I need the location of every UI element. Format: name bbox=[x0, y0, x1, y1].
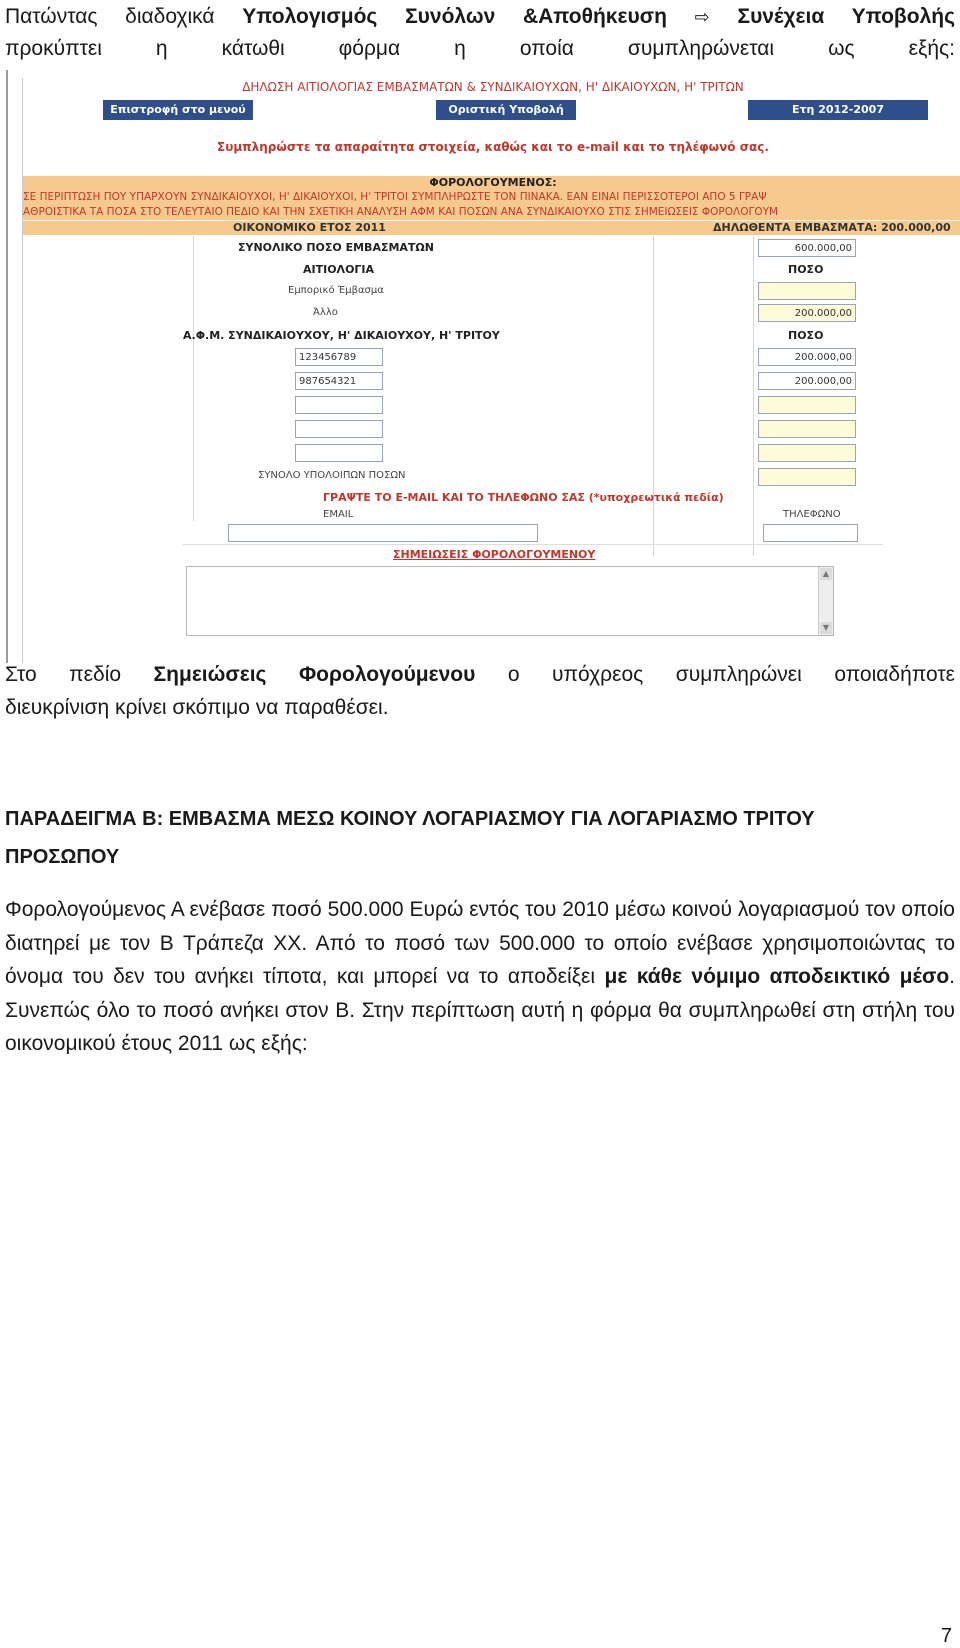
afm-amount-field-2[interactable]: 200.000,00 bbox=[758, 372, 856, 390]
contact-header: ΓΡΑΨΤΕ ΤΟ E-MAIL ΚΑΙ ΤΟ ΤΗΛΕΦΩΝΟ ΣΑΣ (*υποχρεωτικά πεδία) bbox=[323, 491, 724, 504]
grid-line bbox=[653, 236, 654, 556]
grid-line bbox=[753, 236, 754, 556]
amount-header: ΠΟΣΟ bbox=[788, 263, 824, 276]
example-paragraph bbox=[5, 893, 955, 1061]
example-text-1: Φορολογούμενος Α ενέβασε ποσό 500.000 Ευρώ εντός του 2010 μέσω κοινού λογαριασμού τον οποίο διατηρεί με τον Β Τράπεζα ΧΧ. Από το ποσό των 500.000 το οποίο ενέβασε χρησιμοποιώντας το όνομα του δεν του ανήκει τίποτα, και μπορεί να το αποδείξει bbox=[5, 898, 955, 988]
notes-line-2: διευκρίνιση κρίνει σκόπιμο να παραθέσει. bbox=[5, 696, 389, 719]
afm-amount-field-4[interactable] bbox=[758, 420, 856, 438]
notes-line-1 bbox=[5, 658, 955, 691]
page-number: 7 bbox=[940, 1625, 952, 1647]
example-heading-line-1: ΠΑΡΑΔΕΙΓΜΑ Β: ΕΜΒΑΣΜΑ ΜΕΣΩ ΚΟΙΝΟΥ ΛΟΓΑΡΙΑΣΜΟΥ ΓΙΑ ΛΟΓΑΡΙΑΣΜΟ ΤΡΙΤΟΥ bbox=[5, 808, 815, 830]
commercial-amount-field[interactable] bbox=[758, 282, 856, 300]
arrow-right-icon: ⇨ bbox=[694, 7, 710, 28]
fiscal-year-label: ΟΙΚΟΝΟΜΙΚΟ ΕΤΟΣ 2011 bbox=[233, 221, 386, 234]
warning-text bbox=[23, 190, 960, 220]
example-heading-line-2: ΠΡΟΣΩΠΟΥ bbox=[5, 846, 120, 868]
remaining-total-label: ΣΥΝΟΛΟ ΥΠΟΛΟΙΠΩΝ ΠΟΣΩΝ bbox=[258, 470, 406, 481]
email-field[interactable] bbox=[228, 524, 538, 542]
final-submit-button[interactable]: Οριστική Υποβολή bbox=[436, 100, 576, 120]
afm-field-5[interactable] bbox=[295, 444, 383, 462]
form-instructions: Συμπληρώστε τα απαραίτητα στοιχεία, καθώς και το e-mail και το τηλέφωνό σας. bbox=[217, 140, 769, 154]
fiscal-year-row bbox=[23, 221, 960, 235]
notes-header: ΣΗΜΕΙΩΣΕΙΣ ΦΟΡΟΛΟΓΟΥΜΕΝΟΥ bbox=[393, 548, 596, 561]
phone-label: ΤΗΛΕΦΩΝΟ bbox=[783, 509, 841, 520]
years-button[interactable]: Ετη 2012-2007 bbox=[748, 100, 928, 120]
afm-field-3[interactable] bbox=[295, 396, 383, 414]
intro-line-1 bbox=[5, 0, 955, 34]
scroll-down-icon[interactable]: ▼ bbox=[820, 622, 832, 634]
afm-amount-field-3[interactable] bbox=[758, 396, 856, 414]
grid-line bbox=[183, 544, 883, 545]
total-amount-field[interactable]: 600.000,00 bbox=[758, 239, 856, 257]
form-title: ΔΗΛΩΣΗ ΑΙΤΙΟΛΟΓΙΑΣ ΕΜΒΑΣΜΑΤΩΝ & ΣΥΝΔΙΚΑΙΟΥΧΩΝ, Η' ΔΙΚΑΙΟΥΧΩΝ, Η' ΤΡΙΤΩΝ bbox=[242, 80, 744, 94]
notes-textarea[interactable] bbox=[186, 566, 834, 636]
email-label: EMAIL bbox=[323, 509, 354, 520]
phone-field[interactable] bbox=[763, 524, 858, 542]
example-heading bbox=[5, 800, 955, 876]
declared-remittances: ΔΗΛΩΘΕΝΤΑ ΕΜΒΑΣΜΑΤΑ: 200.000,00 bbox=[713, 221, 951, 234]
remaining-amount-field[interactable] bbox=[758, 468, 856, 486]
taxpayer-label: ΦΟΡΟΛΟΓΟΥΜΕΝΟΣ: bbox=[23, 176, 960, 190]
afm-amount-header: ΠΟΣΟ bbox=[788, 329, 824, 342]
scroll-up-icon[interactable]: ▲ bbox=[820, 568, 832, 580]
intro-lead: Πατώντας διαδοχικά bbox=[5, 5, 215, 28]
afm-amount-field-1[interactable]: 200.000,00 bbox=[758, 348, 856, 366]
notes-scrollbar[interactable] bbox=[818, 567, 833, 635]
afm-field-2[interactable]: 987654321 bbox=[295, 372, 383, 390]
afm-amount-field-5[interactable] bbox=[758, 444, 856, 462]
reason-header: ΑΙΤΙΟΛΟΓΙΑ bbox=[303, 263, 375, 276]
warning-line-1: ΣΕ ΠΕΡΙΠΤΩΣΗ ΠΟΥ ΥΠΑΡΧΟΥΝ ΣΥΝΔΙΚΑΙΟΥΧΟΙ, Η' ΔΙΚΑΙΟΥΧΟΙ, Η' ΤΡΙΤΟΙ ΣΥΜΠΛΗΡΩΣΤΕ ΤΟΝ ΠΙΝΑΚΑ. ΕΑΝ ΕΙΝΑΙ ΠΕΡΙΣΣΟΤΕΡΟΙ ΑΠΟ 5 ΓΡΑΨ bbox=[23, 191, 767, 203]
intro-line-2: προκύπτει η κάτωθι φόρμα η οποία συμπληρώνεται ως εξής: bbox=[5, 37, 955, 60]
back-to-menu-button[interactable]: Επιστροφή στο μενού bbox=[103, 100, 253, 120]
example-text-2: . Συνεπώς όλο το ποσό ανήκει στον Β. Στην περίπτωση αυτή η φόρμα θα συμπληρωθεί στη στήλη του οικονομικού έτους 2011 ως εξής: bbox=[5, 965, 955, 1055]
total-amount-label: ΣΥΝΟΛΙΚΟ ΠΟΣΟ ΕΜΒΑΣΜΑΤΩΝ bbox=[238, 241, 434, 254]
notes-bold: Σημειώσεις Φορολογούμενου bbox=[153, 663, 476, 686]
afm-header: Α.Φ.Μ. ΣΥΝΔΙΚΑΙΟΥΧΟΥ, Η' ΔΙΚΑΙΟΥΧΟΥ, Η' ΤΡΙΤΟΥ bbox=[183, 329, 500, 342]
reason-other-label: Άλλο bbox=[313, 307, 338, 318]
other-amount-field[interactable]: 200.000,00 bbox=[758, 304, 856, 322]
form-panel bbox=[22, 78, 960, 663]
form-screenshot bbox=[6, 70, 960, 663]
notes-lead: Στο πεδίο bbox=[5, 663, 122, 686]
example-bold: με κάθε νόμιμο αποδεικτικό μέσο bbox=[604, 965, 950, 988]
warning-line-2: ΑΘΡΟΙΣΤΙΚΑ ΤΑ ΠΟΣΑ ΣΤΟ ΤΕΛΕΥΤΑΙΟ ΠΕΔΙΟ ΚΑΙ ΤΗΝ ΣΧΕΤΙΚΗ ΑΝΑΛΥΣΗ ΑΦΜ ΚΑΙ ΠΟΣΩΝ ΑΝΑ ΣΥΝΔΙΚΑΙΟΥΧΟ ΣΤΙΣ ΣΗΜΕΙΩΣΕΙΣ ΦΟΡΟΛΟΓΟΥΜ bbox=[23, 206, 779, 218]
intro-bold-calc: Υπολογισμός Συνόλων &Αποθήκευση bbox=[242, 5, 667, 28]
intro-bold-continue: Συνέχεια Υποβολής bbox=[737, 5, 955, 28]
afm-field-4[interactable] bbox=[295, 420, 383, 438]
grid-line bbox=[193, 236, 194, 521]
notes-rest: ο υπόχρεος συμπληρώνει οποιαδήποτε bbox=[507, 663, 955, 686]
afm-field-1[interactable]: 123456789 bbox=[295, 348, 383, 366]
reason-commercial-label: Εμπορικό Έμβασμα bbox=[288, 285, 384, 296]
